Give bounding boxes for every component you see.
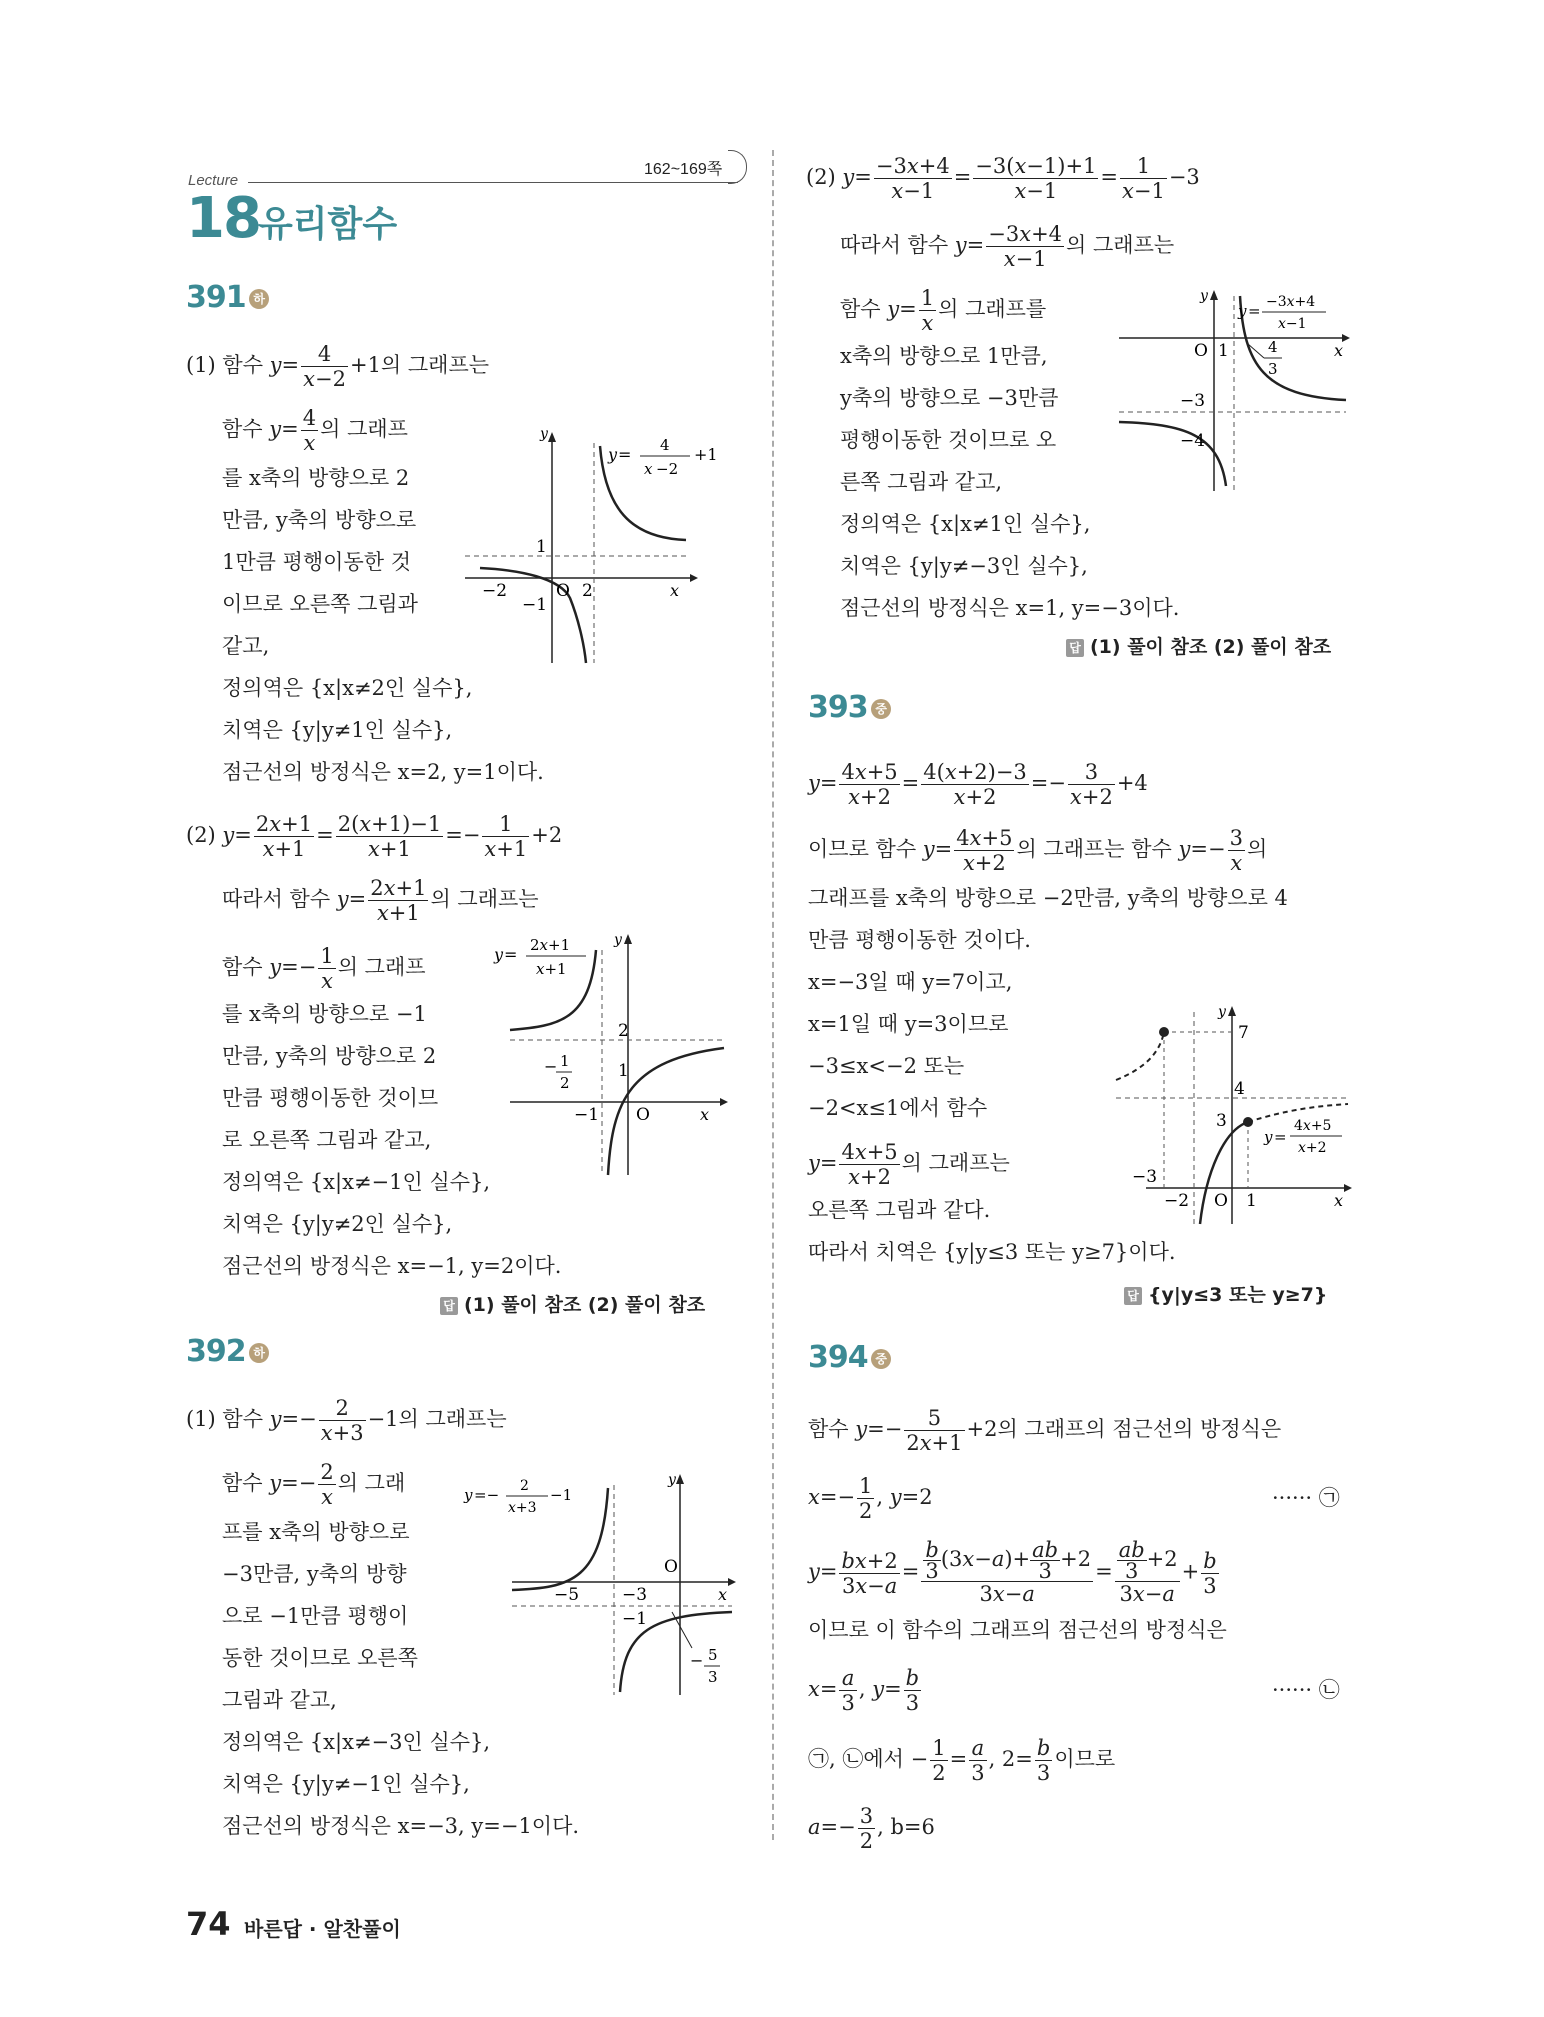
- p391-text: 로 오른쪽 그림과 같고,: [222, 1128, 432, 1152]
- p391-text: 를 x축의 방향으로 2: [222, 466, 410, 490]
- p391-text: 정의역은 {x|x≠−1인 실수},: [222, 1170, 491, 1194]
- svg-text:y: y: [464, 1486, 473, 1504]
- svg-text:=: =: [1248, 302, 1261, 320]
- p393-text: y= $\frac{4x+5}{x+2}$ 의 그래프는: [808, 1140, 1010, 1189]
- p392-text: 른쪽 그림과 같고,: [840, 470, 1003, 494]
- svg-text:O: O: [636, 1105, 650, 1125]
- svg-text:1: 1: [536, 537, 547, 557]
- svg-text:−2: −2: [1164, 1191, 1190, 1211]
- svg-text:3: 3: [1268, 360, 1278, 378]
- svg-text:−: −: [690, 1651, 704, 1670]
- p391-text: 를 x축의 방향으로 −1: [222, 1002, 427, 1026]
- p393-text: x=−3일 때 y=7이고,: [808, 970, 1013, 994]
- svg-text:2: 2: [520, 1478, 529, 1494]
- p391-q2-then: 따라서 함수 y= $\frac{2x+1}{x+1}$ 의 그래프는: [222, 876, 539, 925]
- p392-text: 치역은 {y|y≠−3인 실수},: [840, 554, 1088, 578]
- svg-text:y: y: [540, 428, 548, 442]
- p393-text: 그래프를 x축의 방향으로 −2만큼, y축의 방향으로 4: [808, 886, 1288, 910]
- problem-393-number: 393 중: [808, 690, 891, 725]
- svg-text:4x+5: 4x+5: [1294, 1118, 1332, 1134]
- svg-text:O: O: [664, 1557, 678, 1577]
- svg-text:+1: +1: [694, 445, 718, 464]
- p392-text: 그림과 같고,: [222, 1688, 337, 1712]
- svg-text:−3x+4: −3x+4: [1266, 294, 1316, 310]
- svg-text:x: x: [670, 581, 680, 600]
- column-divider: [772, 150, 774, 1840]
- p393-text: 만큼 평행이동한 것이다.: [808, 928, 1031, 952]
- p391-text: 만큼, y축의 방향으로: [222, 508, 417, 532]
- graph-391-1: [460, 428, 730, 668]
- p392-text: 점근선의 방정식은 x=−3, y=−1이다.: [222, 1814, 580, 1838]
- p392-text: 치역은 {y|y≠−1인 실수},: [222, 1772, 470, 1796]
- p392-text: 프를 x축의 방향으로: [222, 1520, 410, 1544]
- level-badge: 하: [249, 289, 269, 309]
- svg-text:=: =: [618, 445, 632, 464]
- lecture-number: 18: [186, 186, 260, 251]
- p391-text: 함수 y=− $\frac{1}{x}$ 의 그래프: [222, 944, 426, 993]
- p394-mark2: ······ ㉡: [1272, 1678, 1340, 1702]
- p391-text: 함수 y= $\frac{4}{x}$ 의 그래프: [222, 406, 408, 455]
- svg-text:x: x: [644, 460, 653, 478]
- svg-text:y: y: [494, 945, 504, 964]
- p392-text: 평행이동한 것이므로 오: [840, 428, 1057, 452]
- svg-text:O: O: [1194, 341, 1208, 361]
- p392-text: 함수 y= $\frac{1}{x}$ 의 그래프를: [840, 286, 1047, 335]
- p392-q2-then: 따라서 함수 y= $\frac{-3x+4}{x-1}$ 의 그래프는: [840, 222, 1175, 271]
- p392-q2-line: (2) y= $\frac{-3x+4}{x-1}$ = $\frac{-3(x-1)+1}{x-1}$ = $\frac{1}{x-1}$ −3: [806, 154, 1200, 203]
- svg-text:2: 2: [582, 581, 593, 601]
- svg-text:x: x: [1334, 341, 1344, 360]
- p394-line1: 함수 y=− $\frac{5}{2x+1}$ +2의 그래프의 점근선의 방정식은: [808, 1406, 1282, 1455]
- svg-text:3: 3: [708, 1668, 718, 1686]
- header-rule: [248, 182, 738, 183]
- p391-text: 만큼, y축의 방향으로 2: [222, 1044, 437, 1068]
- svg-text:O: O: [556, 581, 570, 601]
- p392-answer: 답 (1) 풀이 참조 (2) 풀이 참조: [1066, 632, 1331, 659]
- p392-text: 정의역은 {x|x≠−3인 실수},: [222, 1730, 491, 1754]
- svg-text:x: x: [1334, 1191, 1344, 1210]
- svg-text:2x+1: 2x+1: [530, 936, 571, 954]
- graph-391-2: [490, 930, 740, 1180]
- p392-text: −3만큼, y축의 방향: [222, 1562, 407, 1586]
- svg-text:−5: −5: [554, 1585, 580, 1605]
- svg-text:−3: −3: [1180, 391, 1206, 411]
- lecture-title: 유리함수: [258, 204, 398, 245]
- p392-text: 동한 것이므로 오른쪽: [222, 1646, 418, 1670]
- p392-text: 으로 −1만큼 평행이: [222, 1604, 409, 1628]
- problem-392-number: 392 하: [186, 1334, 269, 1369]
- p391-answer: 답 (1) 풀이 참조 (2) 풀이 참조: [440, 1290, 705, 1317]
- svg-text:x+2: x+2: [1298, 1140, 1327, 1156]
- p391-text: 1만큼 평행이동한 것: [222, 550, 411, 574]
- p393-text: −2<x≤1에서 함수: [808, 1096, 988, 1120]
- p392-text: 함수 y=− $\frac{2}{x}$ 의 그래: [222, 1460, 406, 1509]
- svg-text:1: 1: [618, 1061, 629, 1081]
- svg-text:−: −: [544, 1057, 558, 1076]
- graph-392-2: [1114, 286, 1364, 496]
- svg-text:=: =: [504, 945, 518, 964]
- svg-text:x+3: x+3: [508, 1500, 537, 1516]
- svg-text:y: y: [1218, 1004, 1226, 1020]
- p394-mark1: ······ ㉠: [1272, 1486, 1340, 1510]
- page-number: 74: [186, 1905, 231, 1943]
- svg-text:2: 2: [618, 1021, 629, 1041]
- svg-text:y: y: [1264, 1128, 1273, 1146]
- svg-text:4: 4: [1268, 338, 1278, 356]
- p391-text: 점근선의 방정식은 x=−1, y=2이다.: [222, 1254, 562, 1278]
- p393-text: 따라서 치역은 {y|y≤3 또는 y≥7}이다.: [808, 1240, 1176, 1264]
- p394-line6: ㉠, ㉡에서 − $\frac{1}{2}$ = $\frac{a}{3}$ , 2= $\frac{b}{3}$ 이므로: [808, 1736, 1116, 1785]
- p391-text: 점근선의 방정식은 x=2, y=1이다.: [222, 760, 544, 784]
- svg-text:−1: −1: [522, 595, 548, 615]
- svg-text:4: 4: [1234, 1079, 1245, 1099]
- svg-text:y: y: [1200, 288, 1208, 304]
- header-cap: [728, 150, 747, 184]
- graph-393: [1106, 1002, 1366, 1228]
- p394-line7: a=− $\frac{3}{2}$ , b=6: [808, 1804, 935, 1853]
- svg-text:y: y: [668, 1472, 676, 1488]
- p391-q2-line: (2) y= $\frac{2x+1}{x+1}$ = $\frac{2(x+1)-1}{x+1}$ =− $\frac{1}{x+1}$ +2: [186, 812, 563, 861]
- svg-text:3: 3: [1216, 1111, 1227, 1131]
- p394-line3: y= $\frac{bx+2}{3x-a}$ = $\frac{b}{3}$ (3x−a)+ $\frac{ab}{3}$ +2 3x−a = $\frac{ab}{3}$ +2 3x−a + $\frac{b}{3}$: [808, 1538, 1217, 1606]
- svg-text:y: y: [1238, 302, 1247, 320]
- problem-391-number: 391 하: [186, 280, 269, 315]
- svg-text:y: y: [614, 932, 622, 948]
- p392-text: x축의 방향으로 1만큼,: [840, 344, 1048, 368]
- svg-text:x: x: [718, 1585, 728, 1604]
- svg-text:4: 4: [660, 436, 670, 454]
- p391-q1-line: (1) 함수 y= $\frac{4}{x-2}$ +1의 그래프는: [186, 342, 490, 391]
- svg-text:−3: −3: [622, 1585, 648, 1605]
- p391-text: 같고,: [222, 634, 270, 658]
- book-title: 바른답 · 알찬풀이: [244, 1917, 401, 1941]
- p391-text: 이므로 오른쪽 그림과: [222, 592, 418, 616]
- svg-text:=: =: [1274, 1128, 1287, 1146]
- p394-line4: 이므로 이 함수의 그래프의 점근선의 방정식은: [808, 1618, 1227, 1642]
- problem-394-number: 394 중: [808, 1340, 891, 1375]
- p393-text: x=1일 때 y=3이므로: [808, 1012, 1009, 1036]
- svg-text:7: 7: [1238, 1023, 1249, 1043]
- p392-text: 정의역은 {x|x≠1인 실수},: [840, 512, 1091, 536]
- svg-text:y: y: [608, 445, 618, 464]
- p393-line1: y= $\frac{4x+5}{x+2}$ = $\frac{4(x+2)-3}{x+2}$ =− $\frac{3}{x+2}$ +4: [808, 760, 1148, 809]
- level-badge: 하: [249, 1343, 269, 1363]
- svg-text:−1: −1: [622, 1609, 648, 1629]
- svg-text:−2: −2: [482, 581, 508, 601]
- p393-text: 오른쪽 그림과 같다.: [808, 1198, 991, 1222]
- p391-text: 정의역은 {x|x≠2인 실수},: [222, 676, 473, 700]
- svg-text:−3: −3: [1132, 1167, 1158, 1187]
- svg-text:x−1: x−1: [1278, 316, 1307, 332]
- level-badge: 중: [871, 1349, 891, 1369]
- p393-answer: 답 {y|y≤3 또는 y≥7}: [1124, 1280, 1327, 1307]
- svg-text:1: 1: [1218, 341, 1229, 361]
- p394-line5: x= $\frac{a}{3}$ , y= $\frac{b}{3}$: [808, 1666, 920, 1715]
- svg-text:x+1: x+1: [536, 960, 567, 978]
- page-range: 162~169쪽: [644, 161, 723, 178]
- p391-text: 만큼 평행이동한 것이므: [222, 1086, 439, 1110]
- lecture-label: Lecture: [188, 172, 239, 189]
- p392-text: 점근선의 방정식은 x=1, y=−3이다.: [840, 596, 1180, 620]
- svg-text:5: 5: [708, 1646, 718, 1664]
- p394-line2: x=− $\frac{1}{2}$ , y=2: [808, 1474, 933, 1523]
- p392-q1-line: (1) 함수 y=− $\frac{2}{x+3}$ −1의 그래프는: [186, 1396, 507, 1445]
- p393-line2: 이므로 함수 y= $\frac{4x+5}{x+2}$ 의 그래프는 함수 y=− $\frac{3}{x}$ 의: [808, 826, 1268, 875]
- p393-text: −3≤x<−2 또는: [808, 1054, 965, 1078]
- svg-text:=−: =−: [474, 1486, 500, 1504]
- svg-text:−4: −4: [1180, 431, 1206, 451]
- svg-text:O: O: [1214, 1191, 1228, 1211]
- svg-text:1: 1: [560, 1052, 570, 1070]
- p391-text: 치역은 {y|y≠2인 실수},: [222, 1212, 453, 1236]
- graph-392-1: [462, 1470, 742, 1700]
- level-badge: 중: [871, 699, 891, 719]
- svg-text:1: 1: [1246, 1191, 1257, 1211]
- svg-text:−2: −2: [656, 460, 679, 478]
- svg-text:x: x: [700, 1105, 710, 1124]
- svg-text:2: 2: [560, 1074, 570, 1092]
- svg-text:−1: −1: [550, 1486, 573, 1504]
- p392-text: y축의 방향으로 −3만큼: [840, 386, 1059, 410]
- p391-text: 치역은 {y|y≠1인 실수},: [222, 718, 453, 742]
- svg-text:−1: −1: [574, 1105, 600, 1125]
